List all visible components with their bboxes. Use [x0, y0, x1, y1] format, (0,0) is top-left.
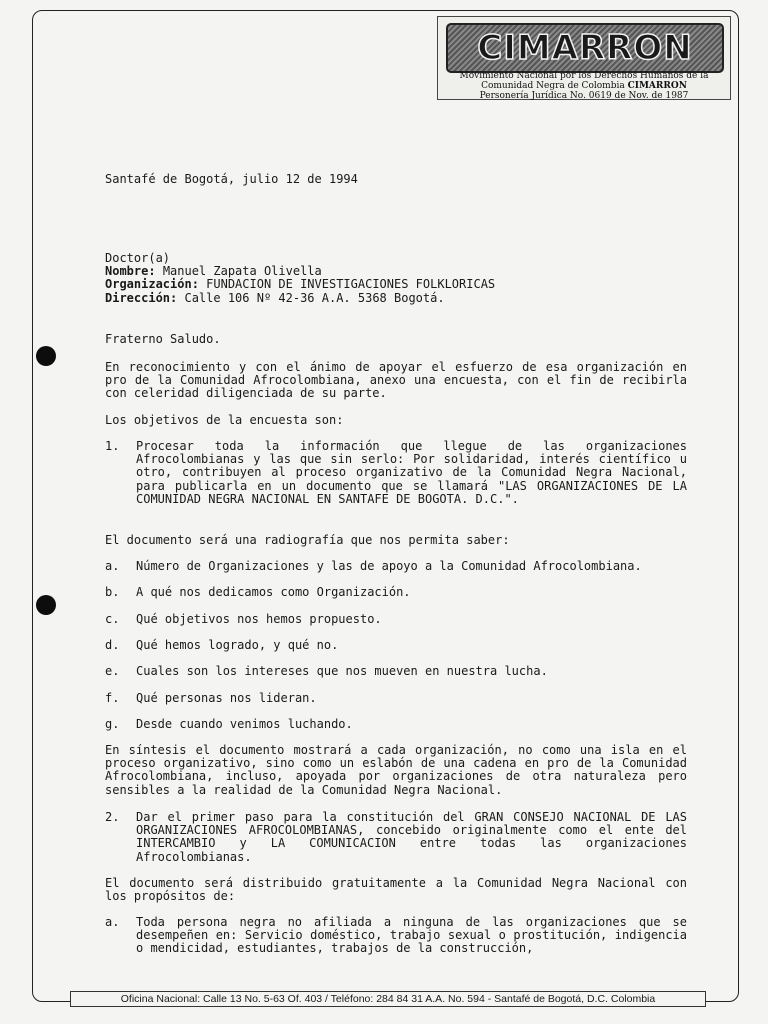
- radiography-intro: El documento será una radiografía que nos permita saber:: [105, 533, 510, 547]
- objective-1-text: Procesar toda la información que llegue de las organizaciones Afrocolombianas y las que sin serlo: Por solidaridad, interés científico u otro, contribuyen al proceso organizativo de la Comunidad Negra Nacional, para publicarla en un documento que se llamará "LAS ORGANIZACIONES DE LA COMUNIDAD NEGRA NACIONAL EN SANTAFE DE BOGOTA. D.C.".: [136, 439, 687, 506]
- footer-address: Oficina Nacional: Calle 13 No. 5-63 Of. 403 / Teléfono: 284 84 31 A.A. No. 594 - Santafé de Bogotá, D.C. Colombia: [70, 991, 706, 1007]
- question-marker: c.: [105, 612, 120, 626]
- letterhead-subtitle: [444, 71, 724, 101]
- recipient-org-value: FUNDACION DE INVESTIGACIONES FOLKLORICAS: [206, 277, 496, 292]
- punch-hole-bottom: [36, 595, 56, 615]
- letterhead-line-1: Movimiento Nacional por los Derechos Humanos de la: [459, 71, 709, 81]
- question-marker: e.: [105, 664, 120, 678]
- purpose-a-marker: a.: [105, 915, 120, 929]
- question-c: [105, 613, 687, 626]
- recipient-address-label: Dirección:: [105, 290, 178, 305]
- greeting: Fraterno Saludo.: [105, 332, 221, 346]
- distribution-paragraph: El documento será distribuido gratuitamente a la Comunidad Negra Nacional con los propósitos de:: [105, 876, 687, 904]
- question-text: Desde cuando venimos luchando.: [136, 717, 353, 731]
- logo-text: CIMARRON: [477, 28, 693, 68]
- objective-2-marker: 2.: [105, 810, 120, 824]
- question-text: Cuales son los intereses que nos mueven en nuestra lucha.: [136, 664, 548, 678]
- question-text: Número de Organizaciones y las de apoyo a la Comunidad Afrocolombiana.: [136, 559, 642, 573]
- question-b: [105, 586, 687, 599]
- logo-banner: [446, 23, 724, 73]
- recipient-name-label: Nombre:: [105, 264, 156, 279]
- question-marker: b.: [105, 585, 120, 599]
- recipient-name-value: Manuel Zapata Olivella: [162, 264, 322, 279]
- purpose-a: [105, 916, 687, 956]
- question-marker: d.: [105, 638, 120, 652]
- punch-hole-top: [36, 346, 56, 366]
- objective-2: [105, 811, 687, 864]
- objective-2-text: Dar el primer paso para la constitución del GRAN CONSEJO NACIONAL DE LAS ORGANIZACIONES AFROCOLOMBIANAS, concebido originalmente como el ente del INTERCAMBIO y LA COMUNICACION entre todas las organizaciones Afrocolombianas.: [136, 810, 687, 864]
- question-marker: f.: [105, 691, 120, 705]
- question-e: [105, 665, 687, 678]
- objective-1: [105, 440, 687, 506]
- purpose-a-text: Toda persona negra no afiliada a ninguna de las organizaciones que se desempeñen en: Servicio doméstico, trabajo sexual o prostitución, indigencia o mendicidad, estudiantes, trabajos de la construcción,: [136, 915, 687, 956]
- letterhead-line-2-bold: CIMARRON: [627, 81, 687, 91]
- letterhead-logo: [437, 16, 731, 100]
- question-d: [105, 639, 687, 652]
- recipient-org-label: Organización:: [105, 277, 199, 292]
- synthesis-paragraph: En síntesis el documento mostrará a cada organización, no como una isla en el proceso organizativo, sino como un eslabón de una cadena en pro de la Comunidad Afrocolombiana, incluso, apoyada por organizaciones de otra naturaleza pero sensibles a la realidad de la Comunidad Negra Nacional.: [105, 743, 687, 797]
- letterhead-line-2-prefix: Comunidad Negra de Colombia: [481, 81, 625, 91]
- recipient-address-row: [105, 292, 687, 305]
- letterhead-line-2: [444, 81, 724, 91]
- question-text: Qué objetivos nos hemos propuesto.: [136, 612, 382, 626]
- intro-paragraph: En reconocimiento y con el ánimo de apoyar el esfuerzo de esa organización en pro de la Comunidad Afrocolombiana, anexo una encuesta, con el fin de recibirla con celeridad diligenciada de su parte.: [105, 360, 687, 401]
- objectives-heading: Los objetivos de la encuesta son:: [105, 413, 344, 427]
- question-text: Qué personas nos lideran.: [136, 691, 317, 705]
- recipient-address-value: Calle 106 Nº 42-36 A.A. 5368 Bogotá.: [184, 290, 445, 305]
- question-text: Qué hemos logrado, y qué no.: [136, 638, 339, 652]
- question-text: A qué nos dedicamos como Organización.: [136, 585, 411, 599]
- question-a: [105, 560, 687, 573]
- letterhead-line-3: Personería Jurídica No. 0619 de Nov. de 1987: [479, 91, 689, 101]
- question-f: [105, 692, 687, 705]
- recipient-title: Doctor(a): [105, 251, 171, 265]
- question-marker: g.: [105, 717, 120, 731]
- date-line: Santafé de Bogotá, julio 12 de 1994: [105, 172, 358, 186]
- question-marker: a.: [105, 559, 120, 573]
- recipient-block: [105, 252, 687, 305]
- question-g: [105, 718, 687, 731]
- objective-1-marker: 1.: [105, 439, 120, 453]
